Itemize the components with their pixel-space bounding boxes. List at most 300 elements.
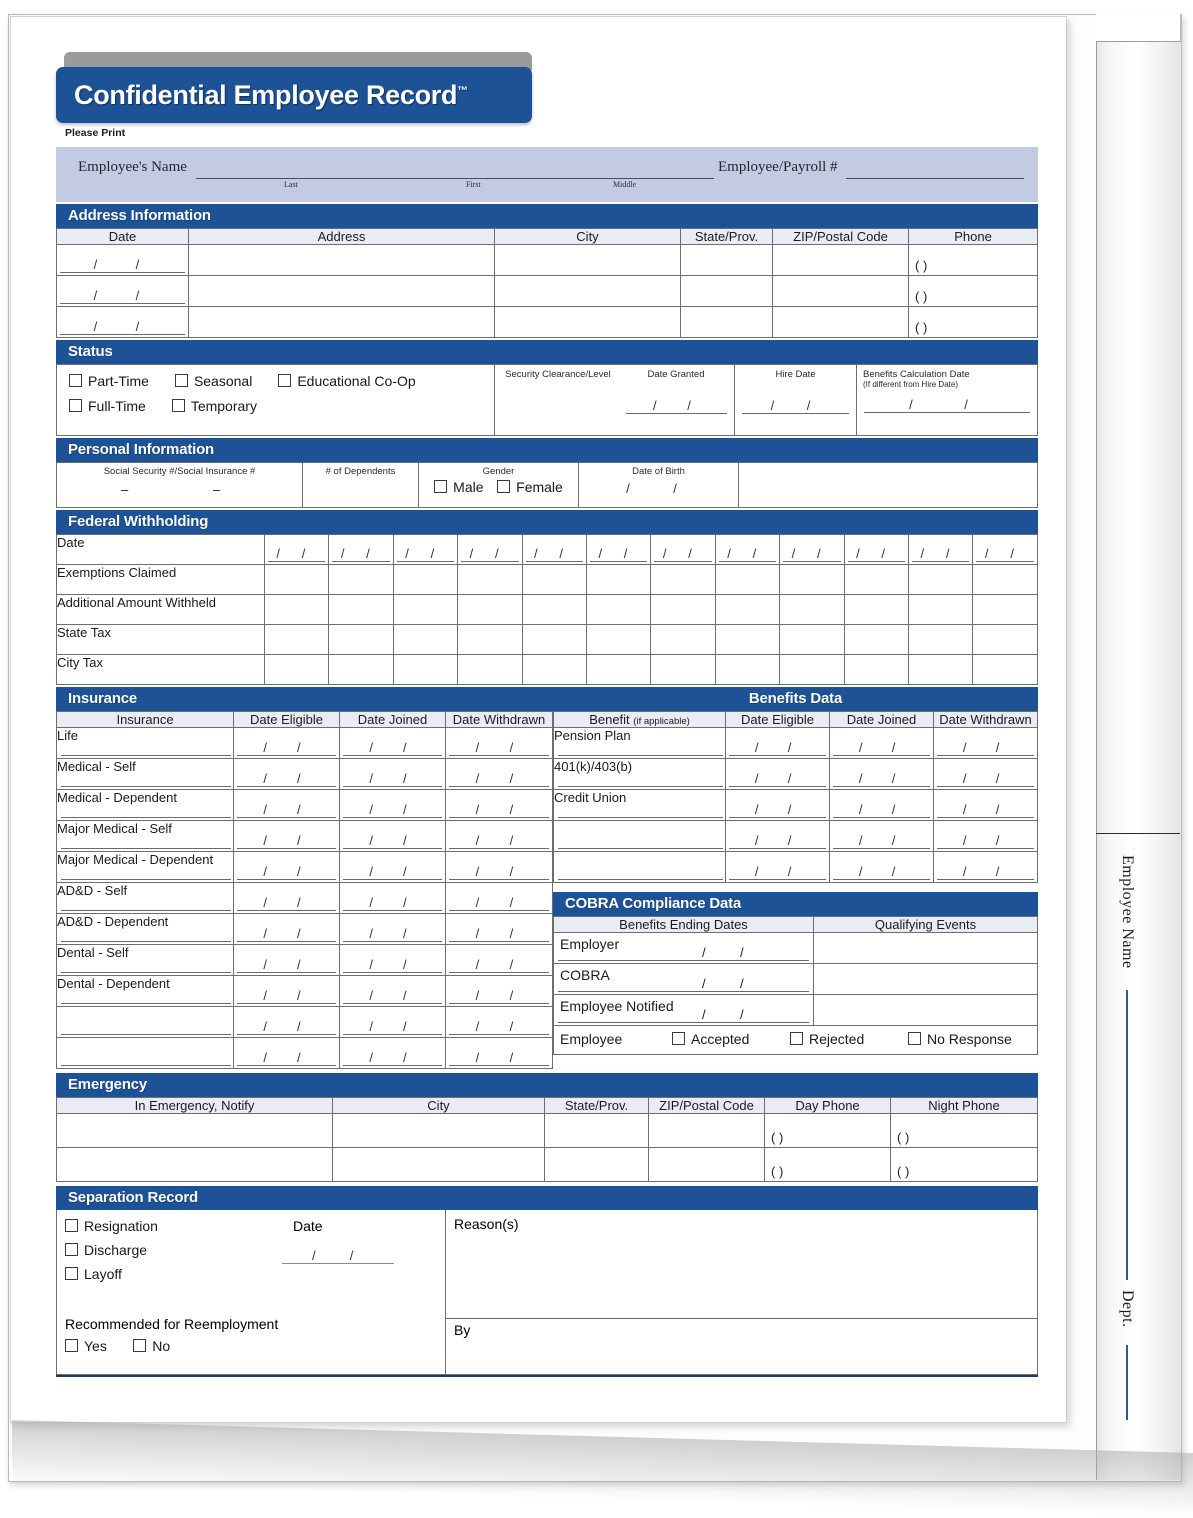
checkbox-female[interactable]: Female — [497, 479, 563, 495]
federal-value-input[interactable] — [329, 595, 393, 625]
federal-value-input[interactable] — [458, 655, 522, 685]
federal-value-input[interactable] — [844, 565, 908, 595]
federal-value-input[interactable] — [393, 625, 457, 655]
checkbox-accepted[interactable]: Accepted — [672, 1031, 790, 1047]
federal-value-input[interactable] — [265, 595, 329, 625]
separation-body — [56, 1210, 1038, 1375]
date-input[interactable]: / / — [446, 728, 553, 759]
day-phone-input[interactable]: ( ) — [765, 1114, 891, 1148]
insurance-column — [56, 685, 553, 1069]
last-name-hint: Last — [284, 180, 298, 189]
section-header-separation: Separation Record — [56, 1186, 1038, 1210]
form-bottom-rule — [56, 1375, 1038, 1377]
date-input[interactable]: / / — [726, 790, 830, 821]
federal-date-input[interactable]: / / — [329, 535, 393, 565]
federal-value-input[interactable] — [587, 625, 651, 655]
date-input[interactable]: / / — [446, 883, 553, 914]
date-input[interactable]: / / — [340, 914, 446, 945]
gender-cell[interactable] — [419, 463, 579, 508]
table-row[interactable] — [57, 790, 553, 821]
date-input[interactable]: / / — [446, 821, 553, 852]
federal-date-input[interactable]: / / — [522, 535, 586, 565]
federal-date-input[interactable]: / / — [265, 535, 329, 565]
federal-value-input[interactable] — [909, 625, 973, 655]
date-input[interactable]: / / — [234, 976, 340, 1007]
insurance-row-label — [57, 1038, 234, 1069]
federal-value-input[interactable] — [651, 655, 715, 685]
federal-value-input[interactable] — [651, 565, 715, 595]
insurance-benefits-row — [56, 685, 1038, 1069]
state-input[interactable] — [545, 1114, 649, 1148]
checkbox-discharge[interactable]: Discharge — [65, 1242, 445, 1258]
col-city: City — [495, 229, 681, 245]
status-checkbox-group — [57, 365, 495, 436]
section-header-federal: Federal Withholding — [56, 510, 1038, 534]
section-header-insurance: Insurance — [56, 687, 553, 711]
table-row[interactable] — [57, 655, 1038, 685]
date-input[interactable]: / / — [726, 852, 830, 883]
address-table — [56, 228, 1038, 338]
federal-date-input[interactable]: / / — [715, 535, 779, 565]
col-benefit — [554, 712, 726, 728]
table-row[interactable] — [57, 1148, 1038, 1182]
federal-value-input[interactable] — [587, 595, 651, 625]
federal-value-input[interactable] — [522, 595, 586, 625]
date-input[interactable]: / / — [234, 852, 340, 883]
federal-value-input[interactable] — [780, 625, 844, 655]
federal-value-input[interactable] — [458, 625, 522, 655]
federal-value-input[interactable] — [715, 565, 779, 595]
trademark-mark: ™ — [457, 84, 468, 97]
col-state: State/Prov. — [545, 1098, 649, 1114]
hire-date-label: Hire Date — [775, 369, 816, 380]
date-input[interactable]: / / — [446, 852, 553, 883]
table-row[interactable] — [57, 945, 553, 976]
checkbox-icon[interactable] — [69, 399, 82, 412]
federal-date-input[interactable]: / / — [909, 535, 973, 565]
notify-input[interactable] — [57, 1148, 333, 1182]
federal-value-input[interactable] — [458, 595, 522, 625]
ssn-label: Social Security #/Social Insurance # — [103, 466, 256, 477]
checkbox-rejected[interactable]: Rejected — [790, 1031, 908, 1047]
state-input[interactable] — [681, 245, 773, 276]
city-input[interactable] — [333, 1114, 545, 1148]
federal-value-input[interactable] — [844, 625, 908, 655]
cobra-row-label: COBRA — [560, 967, 610, 983]
phone-input[interactable]: ( ) — [909, 245, 1038, 276]
date-input[interactable]: / / — [234, 759, 340, 790]
cobra-response-row — [554, 1026, 1038, 1055]
col-insurance: Insurance — [57, 712, 234, 728]
federal-value-input[interactable] — [393, 565, 457, 595]
federal-value-input[interactable] — [780, 565, 844, 595]
date-input[interactable]: / / — [234, 883, 340, 914]
date-input[interactable]: / / — [446, 914, 553, 945]
date-input[interactable]: / / — [340, 1038, 446, 1069]
date-input[interactable]: / / — [340, 790, 446, 821]
date-input[interactable]: / / — [726, 728, 830, 759]
checkbox-part-time[interactable]: Part-Time — [69, 373, 149, 389]
benefit-row-label: Credit Union — [554, 790, 726, 821]
security-clearance-label: Security Clearance/Level — [505, 369, 611, 380]
federal-value-input[interactable] — [973, 655, 1038, 685]
federal-value-input[interactable] — [780, 655, 844, 685]
col-date-joined: Date Joined — [830, 712, 934, 728]
address-input[interactable] — [189, 307, 495, 338]
employee-name-bar — [56, 147, 1038, 202]
tab-label-dept: Dept. — [1119, 1290, 1136, 1328]
federal-date-input[interactable]: / / — [780, 535, 844, 565]
dob-input[interactable]: / / — [626, 481, 677, 496]
federal-value-input[interactable] — [973, 565, 1038, 595]
insurance-row-label: Dental - Self — [57, 945, 234, 976]
employee-name-label: Employee's Name — [78, 159, 187, 175]
personal-table — [56, 462, 1038, 508]
federal-value-input[interactable] — [651, 625, 715, 655]
federal-value-input[interactable] — [715, 655, 779, 685]
federal-value-input[interactable] — [844, 655, 908, 685]
tab-write-line-name — [1126, 990, 1128, 1280]
table-row[interactable] — [554, 852, 1038, 883]
table-row[interactable] — [554, 964, 1038, 995]
col-zip: ZIP/Postal Code — [649, 1098, 765, 1114]
col-date-withdrawn: Date Withdrawn — [446, 712, 553, 728]
insurance-row-label: Dental - Dependent — [57, 976, 234, 1007]
checkbox-full-time[interactable]: Full-Time — [69, 398, 146, 414]
cobra-row-label: Employee Notified — [560, 998, 674, 1014]
date-input[interactable]: / / — [340, 1007, 446, 1038]
hire-date-cell[interactable] — [735, 365, 857, 436]
col-qualifying-events: Qualifying Events — [814, 917, 1038, 933]
federal-value-input[interactable] — [587, 565, 651, 595]
reemployment-label: Recommended for Reemployment — [65, 1316, 279, 1332]
date-input[interactable]: / / — [340, 759, 446, 790]
date-granted-input[interactable]: / / — [623, 380, 730, 416]
phone-input[interactable]: ( ) — [909, 307, 1038, 338]
ssn-cell[interactable] — [57, 463, 303, 508]
cobra-employee-label: Employee — [560, 1031, 623, 1047]
checkbox-icon[interactable] — [497, 480, 510, 493]
federal-row-label: Additional Amount Withheld — [57, 595, 265, 625]
table-row[interactable] — [57, 1114, 1038, 1148]
ssn-dash-2: – — [213, 482, 221, 497]
checkbox-no-response[interactable]: No Response — [908, 1031, 1012, 1047]
federal-value-input[interactable] — [522, 625, 586, 655]
federal-value-input[interactable] — [329, 625, 393, 655]
benefits-column — [553, 685, 1038, 1069]
zip-input[interactable] — [773, 307, 909, 338]
dob-cell[interactable] — [579, 463, 739, 508]
date-input[interactable]: / / — [726, 821, 830, 852]
federal-value-input[interactable] — [458, 565, 522, 595]
cobra-row[interactable]: Employee Notified / / — [554, 995, 814, 1026]
notify-input[interactable] — [57, 1114, 333, 1148]
checkbox-reemployment-no[interactable]: No — [133, 1338, 170, 1354]
federal-value-input[interactable] — [265, 625, 329, 655]
address-input[interactable] — [189, 276, 495, 307]
table-row[interactable] — [57, 307, 1038, 338]
qualifying-event-input[interactable] — [814, 933, 1038, 964]
federal-value-input[interactable] — [844, 595, 908, 625]
date-input[interactable]: / / — [234, 914, 340, 945]
federal-value-input[interactable] — [522, 655, 586, 685]
benefit-row-label: 401(k)/403(b) — [554, 759, 726, 790]
col-benefit-text: Benefit — [589, 712, 630, 727]
state-input[interactable] — [545, 1148, 649, 1182]
benefit-row-label — [554, 852, 726, 883]
table-row[interactable] — [57, 728, 553, 759]
federal-value-input[interactable] — [715, 595, 779, 625]
zip-input[interactable] — [649, 1114, 765, 1148]
benefits-calc-date-cell[interactable] — [857, 365, 1038, 436]
dependents-cell[interactable] — [303, 463, 419, 508]
day-phone-input[interactable]: ( ) — [765, 1148, 891, 1182]
checkbox-icon[interactable] — [172, 399, 185, 412]
col-benefit-note: (if applicable) — [633, 716, 690, 727]
checkbox-educational-coop[interactable]: Educational Co-Op — [278, 373, 415, 389]
separation-date-label: Date — [293, 1218, 323, 1234]
federal-value-input[interactable] — [715, 625, 779, 655]
table-row[interactable] — [57, 976, 553, 1007]
checkbox-icon[interactable] — [434, 480, 447, 493]
checkbox-seasonal[interactable]: Seasonal — [175, 373, 252, 389]
federal-value-input[interactable] — [265, 565, 329, 595]
cobra-table — [553, 916, 1038, 1055]
federal-date-input[interactable]: / / — [458, 535, 522, 565]
date-input[interactable]: / / — [446, 1038, 553, 1069]
date-input[interactable]: / / — [234, 1007, 340, 1038]
section-header-emergency: Emergency — [56, 1073, 1038, 1097]
table-row[interactable] — [57, 276, 1038, 307]
federal-date-input[interactable]: / / — [973, 535, 1038, 565]
checkbox-icon[interactable] — [908, 1032, 921, 1045]
table-row[interactable] — [57, 625, 1038, 655]
date-input[interactable]: / / — [340, 976, 446, 1007]
date-input[interactable]: / / — [934, 759, 1038, 790]
checkbox-resignation[interactable]: Resignation — [65, 1218, 445, 1234]
federal-date-input[interactable]: / / — [651, 535, 715, 565]
federal-value-input[interactable] — [393, 655, 457, 685]
date-input[interactable]: / / — [57, 276, 189, 307]
table-row[interactable] — [554, 821, 1038, 852]
table-row[interactable] — [554, 790, 1038, 821]
date-input[interactable]: / / — [830, 852, 934, 883]
date-input[interactable]: / / — [830, 759, 934, 790]
checkbox-icon[interactable] — [65, 1267, 78, 1280]
table-row[interactable] — [554, 759, 1038, 790]
table-row[interactable] — [57, 535, 1038, 565]
date-input[interactable]: / / — [234, 728, 340, 759]
checkbox-icon[interactable] — [69, 374, 82, 387]
federal-value-input[interactable] — [909, 595, 973, 625]
separation-divider — [446, 1318, 1037, 1319]
federal-row-label: City Tax — [57, 655, 265, 685]
federal-date-input[interactable]: / / — [587, 535, 651, 565]
payroll-number-input[interactable] — [846, 177, 1024, 179]
hire-date-input[interactable]: / / — [739, 380, 852, 416]
section-header-benefits: Benefits Data — [553, 687, 1038, 711]
federal-value-input[interactable] — [973, 625, 1038, 655]
date-input[interactable]: / / — [446, 790, 553, 821]
first-name-hint: First — [466, 180, 481, 189]
date-input[interactable]: / / — [934, 852, 1038, 883]
tab-label-employee-name: Employee Name — [1119, 855, 1136, 969]
table-row[interactable] — [57, 883, 553, 914]
table-row[interactable] — [57, 1007, 553, 1038]
emergency-table — [56, 1097, 1038, 1182]
tab-write-line-dept — [1126, 1345, 1128, 1420]
city-input[interactable] — [495, 276, 681, 307]
personal-blank-cell — [739, 463, 1038, 508]
table-row[interactable] — [57, 565, 1038, 595]
separation-right[interactable] — [446, 1210, 1037, 1374]
night-phone-input[interactable]: ( ) — [891, 1114, 1038, 1148]
date-input[interactable]: / / — [57, 307, 189, 338]
table-row[interactable] — [57, 595, 1038, 625]
section-header-status: Status — [56, 340, 1038, 364]
federal-value-input[interactable] — [265, 655, 329, 685]
city-input[interactable] — [495, 245, 681, 276]
cobra-row[interactable]: COBRA / / — [554, 964, 814, 995]
phone-input[interactable]: ( ) — [909, 276, 1038, 307]
date-input[interactable]: / / — [934, 821, 1038, 852]
checkbox-male[interactable]: Male — [434, 479, 483, 495]
date-input[interactable]: / / — [446, 976, 553, 1007]
table-row[interactable] — [57, 914, 553, 945]
qualifying-event-input[interactable] — [814, 995, 1038, 1026]
security-clearance-cell[interactable] — [495, 365, 735, 436]
date-input[interactable]: / / — [726, 759, 830, 790]
table-row[interactable] — [554, 995, 1038, 1026]
table-row[interactable] — [57, 245, 1038, 276]
federal-value-input[interactable] — [909, 565, 973, 595]
date-input[interactable]: / / — [340, 945, 446, 976]
zip-input[interactable] — [773, 245, 909, 276]
checkbox-icon[interactable] — [65, 1243, 78, 1256]
checkbox-reemployment-yes[interactable]: Yes — [65, 1338, 107, 1354]
date-input[interactable]: / / — [830, 821, 934, 852]
checkbox-temporary[interactable]: Temporary — [172, 398, 257, 414]
federal-value-input[interactable] — [522, 565, 586, 595]
date-input[interactable]: / / — [234, 821, 340, 852]
federal-value-input[interactable] — [651, 595, 715, 625]
federal-value-input[interactable] — [329, 565, 393, 595]
federal-date-input[interactable]: / / — [393, 535, 457, 565]
date-input[interactable]: / / — [340, 728, 446, 759]
cobra-row[interactable]: Employer / / — [554, 933, 814, 964]
federal-value-input[interactable] — [909, 655, 973, 685]
checkbox-icon[interactable] — [790, 1032, 803, 1045]
city-input[interactable] — [495, 307, 681, 338]
date-input[interactable]: / / — [234, 945, 340, 976]
checkbox-icon[interactable] — [65, 1219, 78, 1232]
date-input[interactable]: / / — [234, 790, 340, 821]
date-input[interactable]: / / — [446, 759, 553, 790]
table-row[interactable] — [57, 759, 553, 790]
qualifying-event-input[interactable] — [814, 964, 1038, 995]
col-date: Date — [57, 229, 189, 245]
please-print-note: Please Print — [65, 127, 126, 139]
federal-value-input[interactable] — [780, 595, 844, 625]
date-input[interactable]: / / — [340, 821, 446, 852]
date-input[interactable]: / / — [934, 728, 1038, 759]
table-row[interactable] — [57, 852, 553, 883]
table-row[interactable] — [57, 821, 553, 852]
federal-value-input[interactable] — [587, 655, 651, 685]
city-input[interactable] — [333, 1148, 545, 1182]
table-row[interactable] — [554, 728, 1038, 759]
section-header-cobra: COBRA Compliance Data — [553, 892, 1038, 916]
table-row[interactable] — [554, 933, 1038, 964]
federal-date-input[interactable]: / / — [844, 535, 908, 565]
table-header-row — [57, 229, 1038, 245]
federal-value-input[interactable] — [973, 595, 1038, 625]
insurance-row-label: AD&D - Self — [57, 883, 234, 914]
date-input[interactable]: / / — [340, 852, 446, 883]
checkbox-icon[interactable] — [278, 374, 291, 387]
col-benefits-ending-dates: Benefits Ending Dates — [554, 917, 814, 933]
employee-name-input[interactable] — [196, 177, 714, 179]
date-input[interactable]: / / — [57, 245, 189, 276]
form-content — [56, 52, 1038, 1377]
checkbox-icon[interactable] — [133, 1339, 146, 1352]
checkbox-icon[interactable] — [65, 1339, 78, 1352]
zip-input[interactable] — [649, 1148, 765, 1182]
dependents-label: # of Dependents — [325, 466, 396, 477]
state-input[interactable] — [681, 276, 773, 307]
insurance-row-label: AD&D - Dependent — [57, 914, 234, 945]
date-input[interactable]: / / — [830, 728, 934, 759]
separation-date-input[interactable]: / / — [279, 1240, 397, 1266]
table-row[interactable] — [57, 1038, 553, 1069]
ssn-input[interactable] — [57, 477, 302, 499]
state-input[interactable] — [681, 307, 773, 338]
gender-label: Gender — [482, 466, 515, 477]
benefits-calc-date-input[interactable]: / / — [861, 389, 1033, 415]
col-city: City — [333, 1098, 545, 1114]
benefit-row-label: Pension Plan — [554, 728, 726, 759]
date-input[interactable]: / / — [830, 790, 934, 821]
federal-value-input[interactable] — [393, 595, 457, 625]
col-state: State/Prov. — [681, 229, 773, 245]
federal-withholding-table — [56, 534, 1038, 685]
date-input[interactable]: / / — [234, 1038, 340, 1069]
checkbox-layoff[interactable]: Layoff — [65, 1266, 445, 1282]
zip-input[interactable] — [773, 276, 909, 307]
address-input[interactable] — [189, 245, 495, 276]
date-input[interactable]: / / — [446, 945, 553, 976]
night-phone-input[interactable]: ( ) — [891, 1148, 1038, 1182]
benefits-table — [553, 711, 1038, 883]
payroll-number-label: Employee/Payroll # — [718, 159, 838, 175]
col-night-phone: Night Phone — [891, 1098, 1038, 1114]
insurance-row-label — [57, 1007, 234, 1038]
date-input[interactable]: / / — [446, 1007, 553, 1038]
federal-value-input[interactable] — [329, 655, 393, 685]
col-date-joined: Date Joined — [340, 712, 446, 728]
date-input[interactable]: / / — [934, 790, 1038, 821]
middle-name-hint: Middle — [613, 180, 637, 189]
insurance-row-label: Major Medical - Self — [57, 821, 234, 852]
document-title-bar — [56, 67, 532, 123]
ssn-dash-1: – — [121, 482, 129, 497]
col-address: Address — [189, 229, 495, 245]
date-input[interactable]: / / — [340, 883, 446, 914]
checkbox-icon[interactable] — [175, 374, 188, 387]
by-label: By — [454, 1322, 471, 1338]
col-date-eligible: Date Eligible — [726, 712, 830, 728]
checkbox-icon[interactable] — [672, 1032, 685, 1045]
